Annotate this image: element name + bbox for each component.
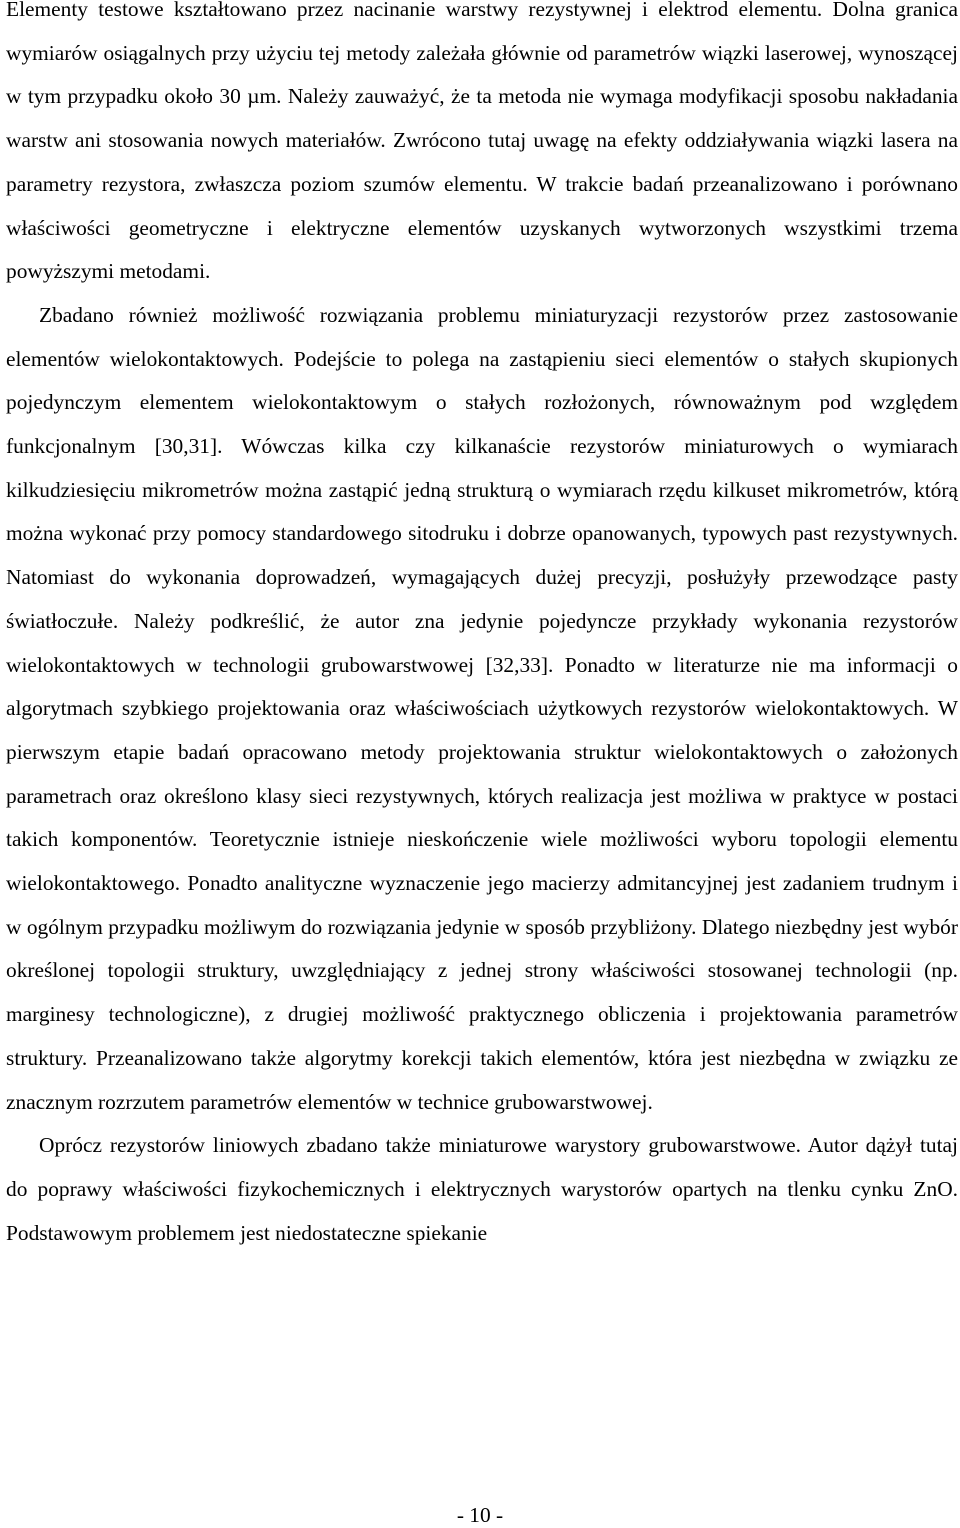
- paragraph-multicontact-resistors: Zbadano również możliwość rozwiązania problemu miniaturyzacji rezystorów przez zastosowanie elementów wielokontaktowych. Podejście to polega na zastąpieniu sieci elementów o stałych skupionych pojedynczym elementem wielokontaktowym o stałych rozłożonych, równoważnym pod względem funkcjonalnym [30,31]. Wówczas kilka czy kilkanaście rezystorów miniaturowych o wymiarach kilkudziesięciu mikrometrów można zastąpić jedną strukturą o wymiarach rzędu kilkuset mikrometrów, którą można wykonać przy pomocy standardowego sitodruku i dobrze opanowanych, typowych past rezystywnych. Natomiast do wykonania doprowadzeń, wymagających dużej precyzji, posłużyły przewodzące pasty światłoczułe. Należy podkreślić, że autor zna jedynie pojedyncze przykłady wykonania rezystorów wielokontaktowych w technologii grubowarstwowej [32,33]. Ponadto w literaturze nie ma informacji o algorytmach szybkiego projektowania oraz właściwościach użytkowych rezystorów wielokontaktowych. W pierwszym etapie badań opracowano metody projektowania struktur wielokontaktowych o założonych parametrach oraz określono klasy sieci rezystywnych, których realizacja jest możliwa w praktyce w postaci takich komponentów. Teoretycznie istnieje nieskończenie wiele możliwości wyboru topologii elementu wielokontaktowego. Ponadto analityczne wyznaczenie jego macierzy admitancyjnej jest zadaniem trudnym i w ogólnym przypadku możliwym do rozwiązania jedynie w sposób przybliżony. Dlatego niezbędny jest wybór określonej topologii struktury, uwzględniający z jednej strony właściwości stosowanej technologii (np. marginesy technologiczne), z drugiej możliwość praktycznego obliczenia i projektowania parametrów struktury. Przeanalizowano także algorytmy korekcji takich elementów, która jest niezbędna w związku ze znacznym rozrzutem parametrów elementów w technice grubowarstwowej.: [6, 302, 958, 1114]
- paragraph-varistors: Oprócz rezystorów liniowych zbadano także miniaturowe warystory grubowarstwowe. Autor dążył tutaj do poprawy właściwości fizykochemicznych i elektrycznych warystorów opartych na tlenku cynku ZnO. Podstawowym problemem jest niedostateczne spiekanie: [6, 1133, 958, 1245]
- document-body: [6, 0, 958, 1255]
- page-number: - 10 -: [456, 1503, 504, 1527]
- paragraph-laser-trimming: Elementy testowe kształtowano przez nacinanie warstwy rezystywnej i elektrod elementu. Dolna granica wymiarów osiągalnych przy użyciu tej metody zależała głównie od parametrów wiązki laserowej, wynoszącej w tym przypadku około 30 µm. Należy zauważyć, że ta metoda nie wymaga modyfikacji sposobu nakładania warstw ani stosowania nowych materiałów. Zwrócono tutaj uwagę na efekty oddziaływania wiązki lasera na parametry rezystora, zwłaszcza poziom szumów elementu. W trakcie badań przeanalizowano i porównano właściwości geometryczne i elektryczne elementów uzyskanych wytworzonych wszystkimi trzema powyższymi metodami.: [6, 0, 958, 284]
